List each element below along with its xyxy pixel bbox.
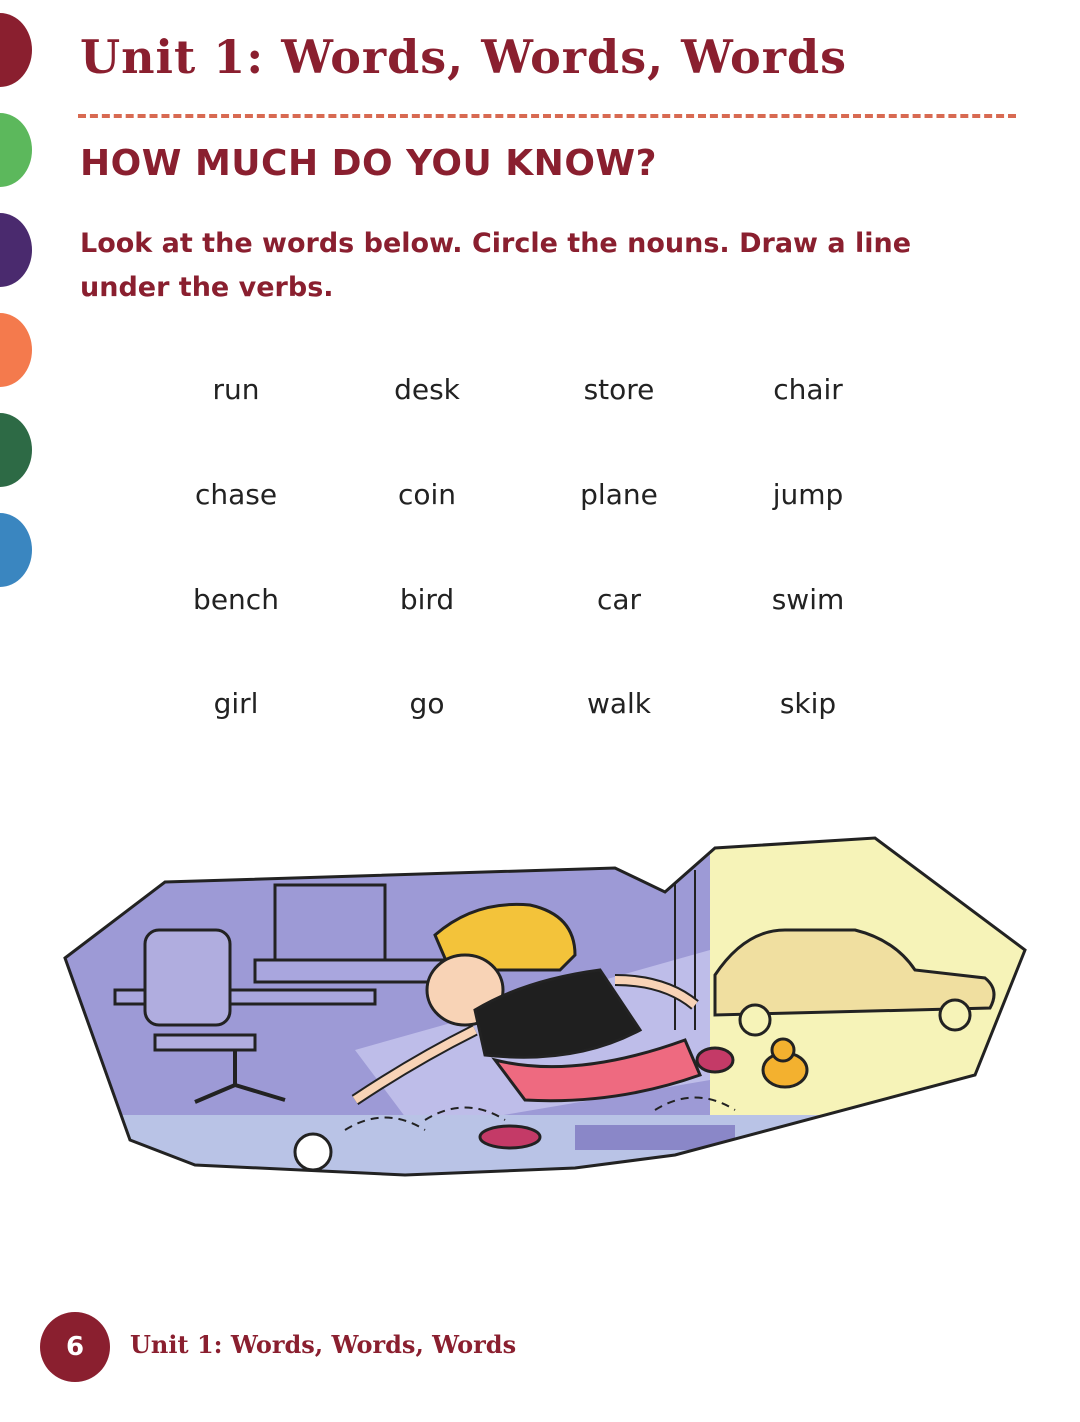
word-item: car [596,583,642,616]
word-item: desk [394,373,460,406]
footer-title: Unit 1: Words, Words, Words [130,1330,517,1359]
word-item: chase [194,478,278,511]
page-number-badge: 6 [40,1312,110,1382]
tab-purple [0,213,32,287]
section-heading: HOW MUCH DO YOU KNOW? [80,143,658,184]
tab-maroon [0,13,32,87]
word-item: bird [399,583,455,616]
word-item: plane [580,478,658,511]
tab-orange [0,313,32,387]
word-item: girl [213,687,259,720]
word-item: bench [193,583,279,616]
tab-blue [0,513,32,587]
word-item: swim [771,583,845,616]
tab-dark-green [0,413,32,487]
color-tabs [0,0,40,620]
tab-green [0,113,32,187]
word-item: skip [779,687,837,720]
word-item: store [583,373,655,406]
word-item: chair [773,373,843,406]
page-title: Unit 1: Words, Words, Words [80,30,848,84]
illustration-girl-chasing-ball [55,830,1045,1210]
dashed-divider [78,114,1016,118]
instructions: Look at the words below. Circle the nouns. Draw a line under the verbs. [80,228,912,303]
word-item: run [212,373,260,406]
word-item: jump [772,478,844,511]
word-item: walk [586,687,652,720]
word-item: coin [397,478,457,511]
word-item: go [409,687,445,720]
